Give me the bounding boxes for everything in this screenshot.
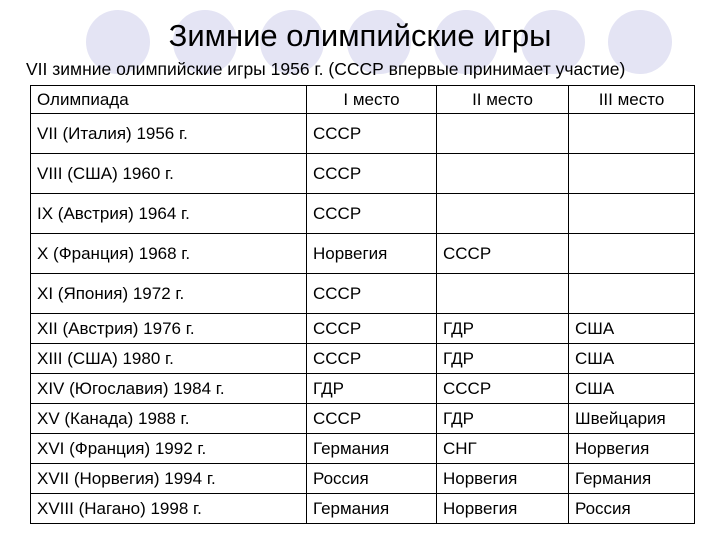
table-row [31, 434, 695, 464]
olympiad-cell: IX (Австрия) 1964 г. [31, 194, 307, 234]
first-place-cell: Германия [307, 494, 437, 524]
olympiad-cell: XIII (США) 1980 г. [31, 344, 307, 374]
table-row [31, 494, 695, 524]
table-row [31, 154, 695, 194]
second-place-cell: Норвегия [437, 464, 569, 494]
first-place-cell: СССР [307, 314, 437, 344]
first-place-cell: СССР [307, 194, 437, 234]
third-place-cell: США [569, 314, 695, 344]
first-place-cell: Германия [307, 434, 437, 464]
table-row [31, 194, 695, 234]
table-row [31, 464, 695, 494]
third-place-cell [569, 114, 695, 154]
table-row [31, 374, 695, 404]
second-place-cell [437, 154, 569, 194]
first-place-cell: СССР [307, 344, 437, 374]
olympiad-cell: XVI (Франция) 1992 г. [31, 434, 307, 464]
third-place-cell [569, 274, 695, 314]
table-row [31, 274, 695, 314]
second-place-cell: СССР [437, 374, 569, 404]
third-place-cell [569, 194, 695, 234]
header-cell-second-place: II место [437, 86, 569, 114]
first-place-cell: СССР [307, 154, 437, 194]
second-place-cell [437, 194, 569, 234]
second-place-cell [437, 114, 569, 154]
header-cell-third-place: III место [569, 86, 695, 114]
third-place-cell: Норвегия [569, 434, 695, 464]
first-place-cell: Норвегия [307, 234, 437, 274]
olympiad-cell: XVII (Норвегия) 1994 г. [31, 464, 307, 494]
olympiad-cell: XI (Япония) 1972 г. [31, 274, 307, 314]
second-place-cell: СНГ [437, 434, 569, 464]
second-place-cell [437, 274, 569, 314]
first-place-cell: СССР [307, 274, 437, 314]
table-row [31, 234, 695, 274]
slide-subtitle: VII зимние олимпийские игры 1956 г. (СССР впервые принимает участие) [26, 59, 626, 79]
third-place-cell [569, 234, 695, 274]
olympiad-cell: XV (Канада) 1988 г. [31, 404, 307, 434]
slide-title: Зимние олимпийские игры [168, 18, 552, 53]
olympics-table [30, 85, 695, 524]
second-place-cell: ГДР [437, 404, 569, 434]
table-row [31, 344, 695, 374]
first-place-cell: СССР [307, 404, 437, 434]
first-place-cell: СССР [307, 114, 437, 154]
second-place-cell: ГДР [437, 344, 569, 374]
third-place-cell [569, 154, 695, 194]
olympiad-cell: X (Франция) 1968 г. [31, 234, 307, 274]
second-place-cell: ГДР [437, 314, 569, 344]
second-place-cell: СССР [437, 234, 569, 274]
table-header-row [31, 86, 695, 114]
third-place-cell: Россия [569, 494, 695, 524]
third-place-cell: Германия [569, 464, 695, 494]
olympiad-cell: XVIII (Нагано) 1998 г. [31, 494, 307, 524]
table-row [31, 314, 695, 344]
header-cell-first-place: I место [307, 86, 437, 114]
olympiad-cell: VIII (США) 1960 г. [31, 154, 307, 194]
first-place-cell: Россия [307, 464, 437, 494]
third-place-cell: США [569, 374, 695, 404]
olympiad-cell: VII (Италия) 1956 г. [31, 114, 307, 154]
table-row [31, 404, 695, 434]
second-place-cell: Норвегия [437, 494, 569, 524]
third-place-cell: Швейцария [569, 404, 695, 434]
olympiad-cell: XIV (Югославия) 1984 г. [31, 374, 307, 404]
table-row [31, 114, 695, 154]
olympiad-cell: XII (Австрия) 1976 г. [31, 314, 307, 344]
header-cell-olympiad: Олимпиада [31, 86, 307, 114]
third-place-cell: США [569, 344, 695, 374]
first-place-cell: ГДР [307, 374, 437, 404]
